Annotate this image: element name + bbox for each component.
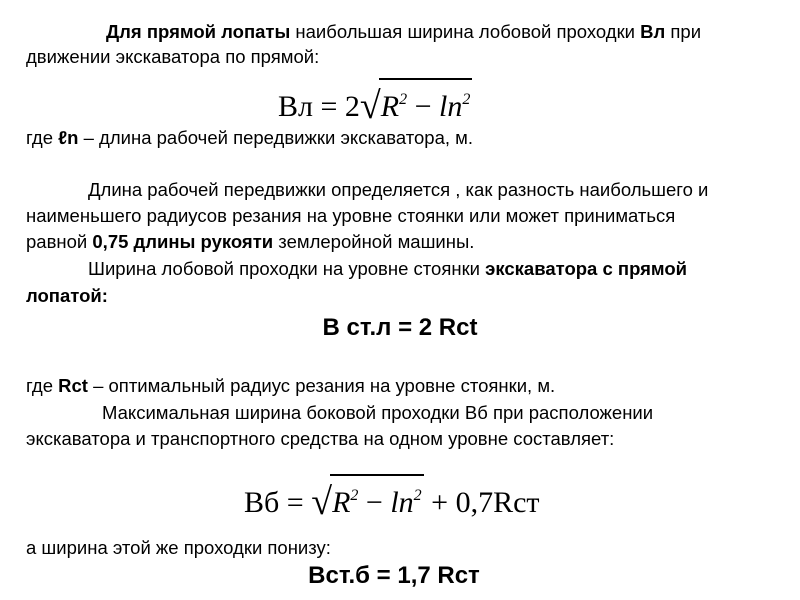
text: при [665,21,702,42]
var-r: R [332,486,351,519]
equation-vst-b: Вст.б = 1,7 Rст [308,562,480,589]
paragraph-7: а ширина этой же проходки понизу: [26,537,331,558]
paragraph-4-line-1 [88,257,687,281]
text: где [26,127,59,148]
paragraph-3-line-3 [26,230,474,254]
formula-lhs: Вб = [244,486,304,519]
var-r: R [380,90,400,123]
radicand [379,78,473,127]
text: наибольшая ширина лобовой проходки [290,21,641,42]
formula-vb [244,474,540,523]
text: землеройной машины. [273,231,475,252]
text: Ширина лобовой проходки на уровне стоянки [88,258,486,279]
bold-text: 0,75 длины рукояти [92,231,274,252]
var-ln: ln [439,90,463,123]
paragraph-6-line-2: экскаватора и транспортного средства на одном уровне составляет: [26,428,615,449]
sqrt-icon: √ [359,85,381,127]
exponent: 2 [399,91,408,108]
paragraph-3-line-1: Длина рабочей передвижки определяется , как разность наибольшего и [88,179,709,200]
formula-tail: + 0,7Rст [431,486,540,519]
paragraph-6-line-1: Максимальная ширина боковой проходки Вб при расположении [102,402,654,423]
bold-text: Rct [58,375,88,396]
equation-b-st-l: В ст.л = 2 Rct [322,314,478,341]
paragraph-2 [26,126,473,150]
formula-vl [278,78,472,127]
paragraph-3-line-2: наименьшего радиусов резания на уровне стоянки или может приниматься [26,205,676,226]
paragraph-1-line-1 [106,20,701,44]
exponent: 2 [413,487,422,504]
bold-text: экскаватора с прямой [485,258,688,279]
paragraph-4-line-2 [26,284,108,308]
minus: − [365,486,383,519]
text: равной [26,231,93,252]
formula-lhs: Вл = [278,90,338,123]
symbol-ln: ℓn [58,127,79,148]
bold-text: Вл [640,21,666,42]
sqrt-icon: √ [311,481,333,523]
bold-text: Для прямой лопаты [106,21,291,42]
radicand [330,474,424,523]
var-ln: ln [390,486,414,519]
formula-coef: 2 [344,90,360,123]
paragraph-1-line-2: движении экскаватора по прямой: [26,46,320,67]
exponent: 2 [462,91,471,108]
paragraph-5 [26,374,555,398]
minus: − [414,90,432,123]
exponent: 2 [350,487,359,504]
bold-text: лопатой: [26,285,108,306]
text: – длина рабочей передвижки экскаватора, м. [78,127,474,148]
text: – оптимальный радиус резания на уровне стоянки, м. [87,375,556,396]
text: где [26,375,59,396]
